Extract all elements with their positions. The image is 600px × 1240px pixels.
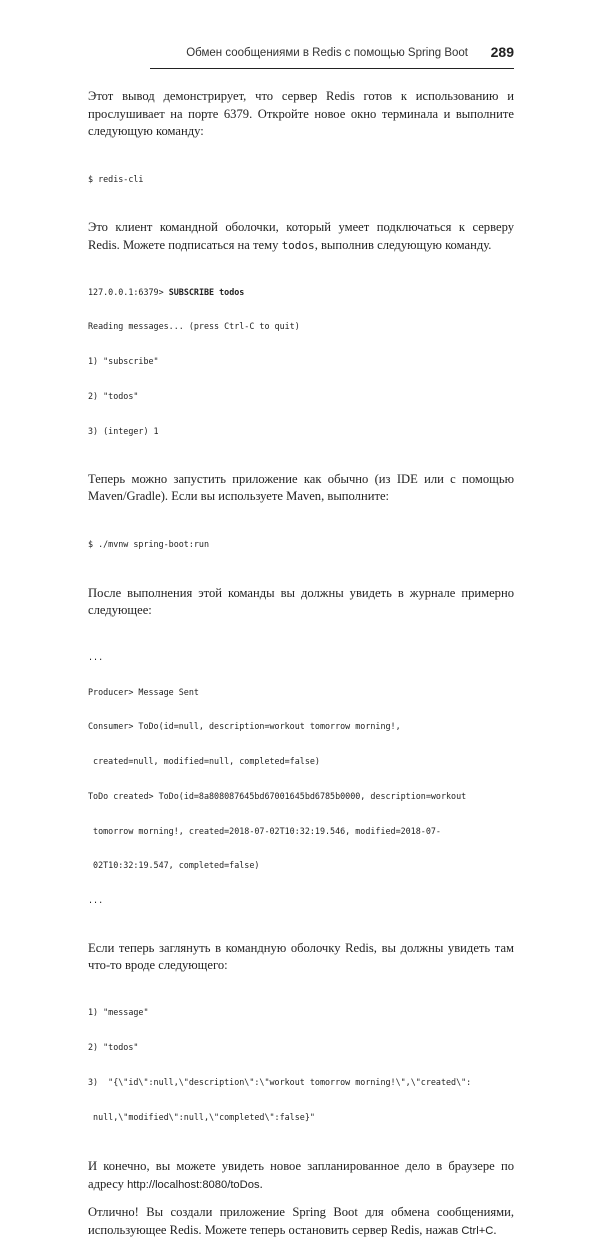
paragraph-text: . <box>493 1222 497 1237</box>
code-line: tomorrow morning!, created=2018-07-02T10:32:19.546, modified=2018-07- <box>88 825 441 836</box>
code-line: 2) "todos" <box>88 391 139 401</box>
code-redis-message <box>88 984 514 1146</box>
code-line: 1) "subscribe" <box>88 356 159 367</box>
code-line: ToDo created> ToDo(id=8a808087645bd67001645bd6785b0000, description=workout <box>88 790 467 801</box>
code-line: Producer> Message Sent <box>88 686 199 697</box>
code-prompt: 127.0.0.1:6379> <box>88 286 169 297</box>
paragraph-redis-ready: Этот вывод демонстрирует, что сервер Redis готов к использованию и прослушивает на порте 6379. Откройте новое окно терминала и выполните следующую команду: <box>88 89 514 138</box>
code-subscribe <box>88 263 514 460</box>
code-line: 3) "{\"id\":null,\"description\":\"workout tomorrow morning!\",\"created\": <box>88 1076 472 1087</box>
paragraph-text: Это клиент командной оболочки, который умеет подключаться к серверу Redis. Можете подписаться на тему <box>88 220 514 252</box>
paragraph-text: , выполнив следующую команду. <box>314 237 492 252</box>
page-header <box>150 44 514 69</box>
paragraph-text: И конечно, вы можете увидеть новое запланированное дело в браузере по адресу <box>88 1159 514 1191</box>
code-redis-cli <box>88 151 514 209</box>
paragraph-log-intro: После выполнения этой команды вы должны увидеть в журнале примерно следующее: <box>88 585 514 618</box>
code-line: Reading messages... (press Ctrl-C to quit) <box>88 321 300 332</box>
code-line: $ ./mvnw spring-boot:run <box>88 538 210 549</box>
paragraph-client-shell <box>88 219 514 254</box>
code-line: ... <box>88 651 104 662</box>
paragraph-browser <box>88 1158 514 1194</box>
code-line: Consumer> ToDo(id=null, description=workout tomorrow morning!, <box>88 721 401 732</box>
code-line: 3) (integer) 1 <box>88 425 159 436</box>
paragraph-redis-shell: Если теперь заглянуть в командную оболочку Redis, вы должны увидеть там что-то вроде следующего: <box>88 940 514 973</box>
paragraph-conclusion <box>88 1204 514 1240</box>
running-title: Обмен сообщениями в Redis с помощью Spring Boot <box>186 47 468 59</box>
keyboard-shortcut: Ctrl+C <box>461 1224 494 1237</box>
code-log-output <box>88 629 514 930</box>
paragraph-run-app: Теперь можно запустить приложение как обычно (из IDE или с помощью Maven/Gradle). Если вы используете Maven, выполните: <box>88 471 514 504</box>
code-line <box>88 287 514 299</box>
paragraph-text: Отлично! Вы создали приложение Spring Boot для обмена сообщениями, использующее Redis. Можете теперь остановить сервер Redis, нажав <box>88 1205 514 1237</box>
page-body <box>88 88 514 1240</box>
code-line: $ redis-cli <box>88 173 144 184</box>
code-line: created=null, modified=null, completed=false) <box>88 756 320 767</box>
code-line: null,\"modified\":null,\"completed\":false}" <box>88 1111 315 1122</box>
code-command: SUBSCRIBE todos <box>168 286 245 297</box>
inline-code-todos: todos <box>281 238 315 252</box>
url-link[interactable]: http://localhost:8080/toDos <box>127 1178 260 1191</box>
code-line: 02T10:32:19.547, completed=false) <box>88 860 260 871</box>
code-line: 1) "message" <box>88 1007 149 1018</box>
paragraph-text: . <box>259 1176 263 1191</box>
code-mvnw <box>88 516 514 574</box>
code-line: ... <box>88 895 104 906</box>
page-number: 289 <box>490 44 514 60</box>
code-line: 2) "todos" <box>88 1041 139 1052</box>
